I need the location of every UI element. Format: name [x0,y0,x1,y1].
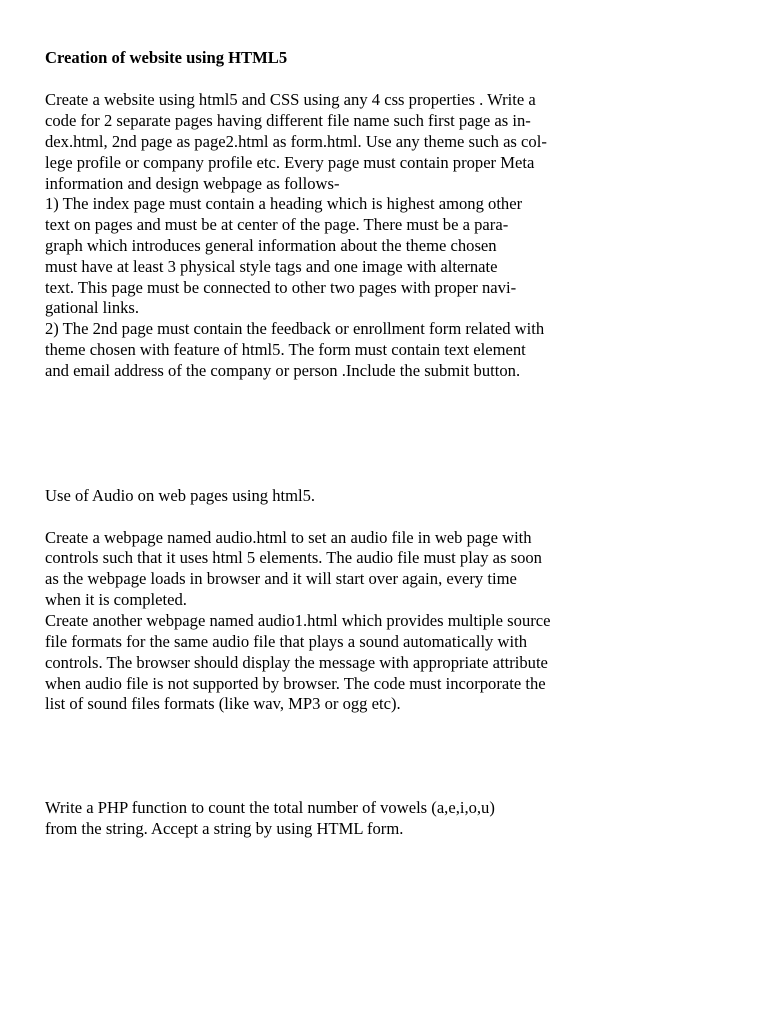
section3-line-1: Write a PHP function to count the total number of vowels (a,e,i,o,u) [45,798,495,817]
section2-line-3: as the webpage loads in browser and it will start over again, every time [45,569,517,588]
section1-line-4: lege profile or company profile etc. Every page must contain proper Meta [45,153,535,172]
section1-line-1: Create a website using html5 and CSS using any 4 css properties . Write a [45,90,536,109]
section1-line-7: text on pages and must be at center of the page. There must be a para- [45,215,509,234]
section1-line-8: graph which introduces general information about the theme chosen [45,236,497,255]
section2-line-8: when audio file is not supported by browser. The code must incorporate the [45,674,546,693]
section2-title: Use of Audio on web pages using html5. [45,486,316,505]
section2-line-9: list of sound files formats (like wav, MP3 or ogg etc). [45,694,401,713]
section1-line-6: 1) The index page must contain a heading which is highest among other [45,194,523,213]
section1-line-10: text. This page must be connected to other two pages with proper navi- [45,278,517,297]
section2-line-7: controls. The browser should display the message with appropriate attribute [45,653,548,672]
section1-line-3: dex.html, 2nd page as page2.html as form.html. Use any theme such as col- [45,132,547,151]
section1-title: Creation of website using HTML5 [45,48,288,67]
section2-line-4: when it is completed. [45,590,187,609]
section1-line-5: information and design webpage as follows- [45,174,340,193]
section2-line-1: Create a webpage named audio.html to set an audio file in web page with [45,528,532,547]
section1-line-12: 2) The 2nd page must contain the feedback or enrollment form related with [45,319,545,338]
section3-line-2: from the string. Accept a string by using HTML form. [45,819,404,838]
section1-line-9: must have at least 3 physical style tags and one image with alternate [45,257,498,276]
section1-line-14: and email address of the company or person .Include the submit button. [45,361,521,380]
section1-line-13: theme chosen with feature of html5. The form must contain text element [45,340,526,359]
section1-line-2: code for 2 separate pages having different file name such first page as in- [45,111,531,130]
section2-line-2: controls such that it uses html 5 elements. The audio file must play as soon [45,548,542,567]
section2-line-6: file formats for the same audio file that plays a sound automatically with [45,632,528,651]
section2-line-5: Create another webpage named audio1.html which provides multiple source [45,611,551,630]
section1-line-11: gational links. [45,298,140,317]
